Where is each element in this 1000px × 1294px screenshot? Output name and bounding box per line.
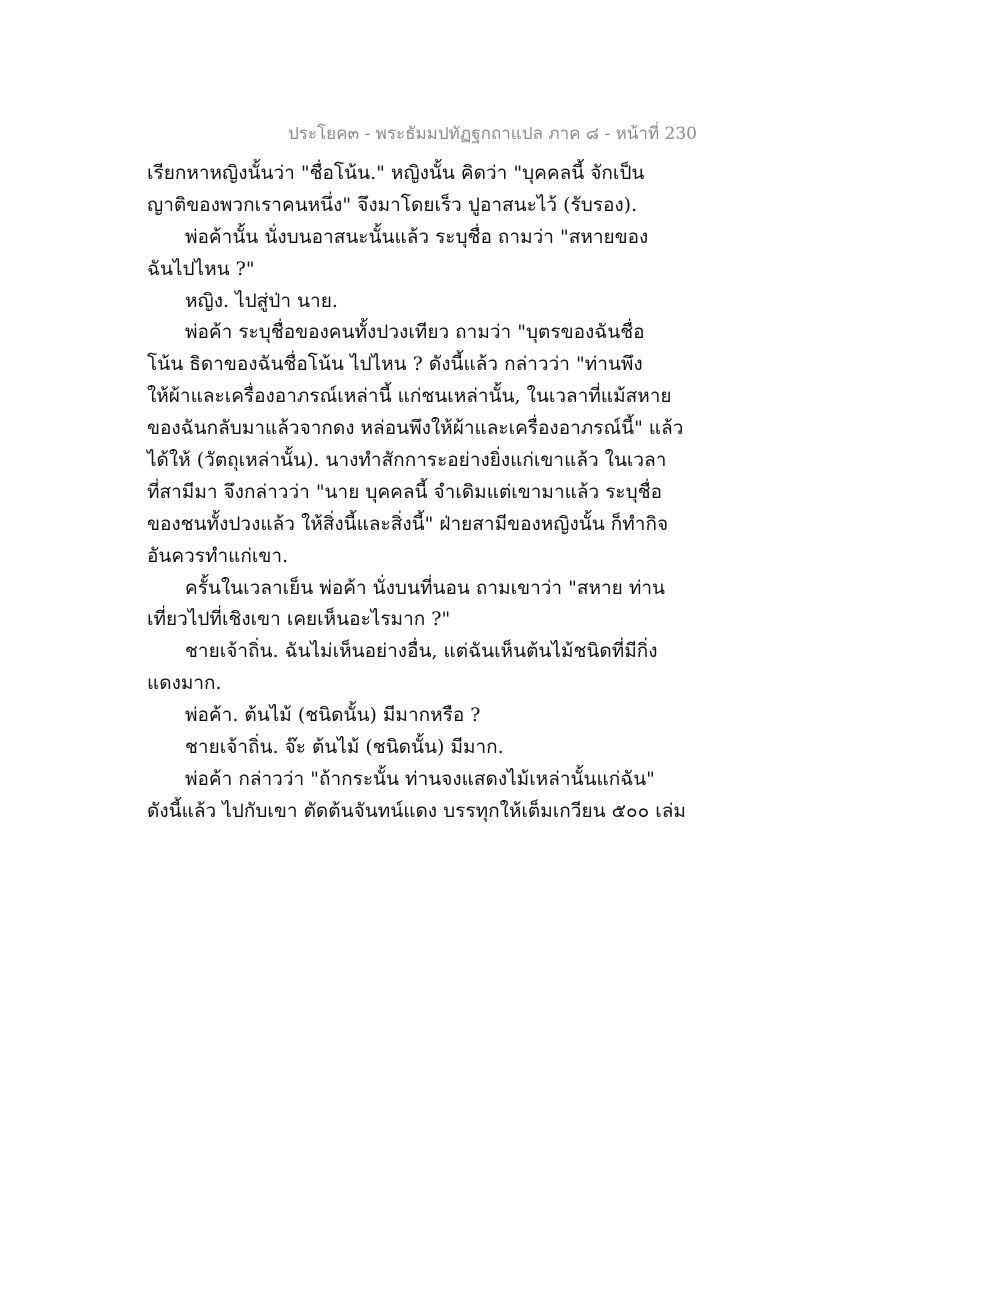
text-line: ของฉันกลับมาแล้วจากดง หล่อนพึงให้ผ้าและเครื่องอาภรณ์นี้" แล้ว [147, 417, 684, 440]
text-line: พ่อค้า. ต้นไม้ (ชนิดนั้น) มีมากหรือ ? [185, 704, 481, 727]
body-text [147, 158, 707, 828]
text-line: ให้ผ้าและเครื่องอาภรณ์เหล่านี้ แก่ชนเหล่านั้น, ในเวลาที่แม้สหาย [147, 385, 672, 408]
text-line: โน้น ธิดาของฉันชื่อโน้น ไปไหน ? ดังนี้แล้ว กล่าวว่า "ท่านพึง [147, 353, 643, 376]
text-line: ของชนทั้งปวงแล้ว ให้สิ่งนี้และสิ่งนี้" ฝ่ายสามีของหญิงนั้น ก็ทำกิจ [147, 512, 669, 535]
text-line: พ่อค้านั้น นั่งบนอาสนะนั้นแล้ว ระบุชื่อ ถามว่า "สหายของ [185, 225, 649, 248]
text-line: ญาติของพวกเราคนหนึ่ง" จึงมาโดยเร็ว ปูอาสนะไว้ (รับรอง). [147, 193, 638, 216]
text-line: หญิง. ไปสู่ป่า นาย. [185, 289, 338, 312]
text-line: ฉันไปไหน ?" [147, 257, 255, 280]
text-line: ที่สามีมา จึงกล่าวว่า "นาย บุคคลนี้ จำเดิมแต่เขามาแล้ว ระบุชื่อ [147, 480, 663, 503]
text-line: ชายเจ้าถิ่น. จ๊ะ ต้นไม้ (ชนิดนั้น) มีมาก. [185, 736, 504, 759]
text-line: ดังนี้แล้ว ไปกับเขา ตัดต้นจันทน์แดง บรรทุกให้เต็มเกวียน ๕๐๐ เล่ม [147, 799, 686, 822]
text-line: พ่อค้า ระบุชื่อของคนทั้งปวงเทียว ถามว่า "บุตรของฉันชื่อ [185, 321, 645, 344]
text-line: แดงมาก. [147, 672, 222, 695]
text-line: ครั้นในเวลาเย็น พ่อค้า นั่งบนที่นอน ถามเขาว่า "สหาย ท่าน [185, 576, 666, 599]
text-line: เที่ยวไปที่เชิงเขา เคยเห็นอะไรมาก ?" [147, 608, 451, 631]
text-line: พ่อค้า กล่าวว่า "ถ้ากระนั้น ท่านจงแสดงไม้เหล่านั้นแก่ฉัน" [185, 767, 655, 790]
page-header: ประโยค๓ - พระธัมมปทัฏฐกถาแปล ภาค ๘ - หน้าที่ 230 [287, 124, 697, 144]
text-line: ชายเจ้าถิ่น. ฉันไม่เห็นอย่างอื่น, แต่ฉันเห็นต้นไม้ชนิดที่มีกิ่ง [185, 640, 658, 663]
text-line: ได้ให้ (วัตถุเหล่านั้น). นางทำสักการะอย่างยิ่งแก่เขาแล้ว ในเวลา [147, 449, 667, 472]
text-line: เรียกหาหญิงนั้นว่า "ชื่อโน้น." หญิงนั้น คิดว่า "บุคคลนี้ จักเป็น [147, 162, 645, 184]
text-line: อันควรทำแก่เขา. [147, 544, 289, 567]
